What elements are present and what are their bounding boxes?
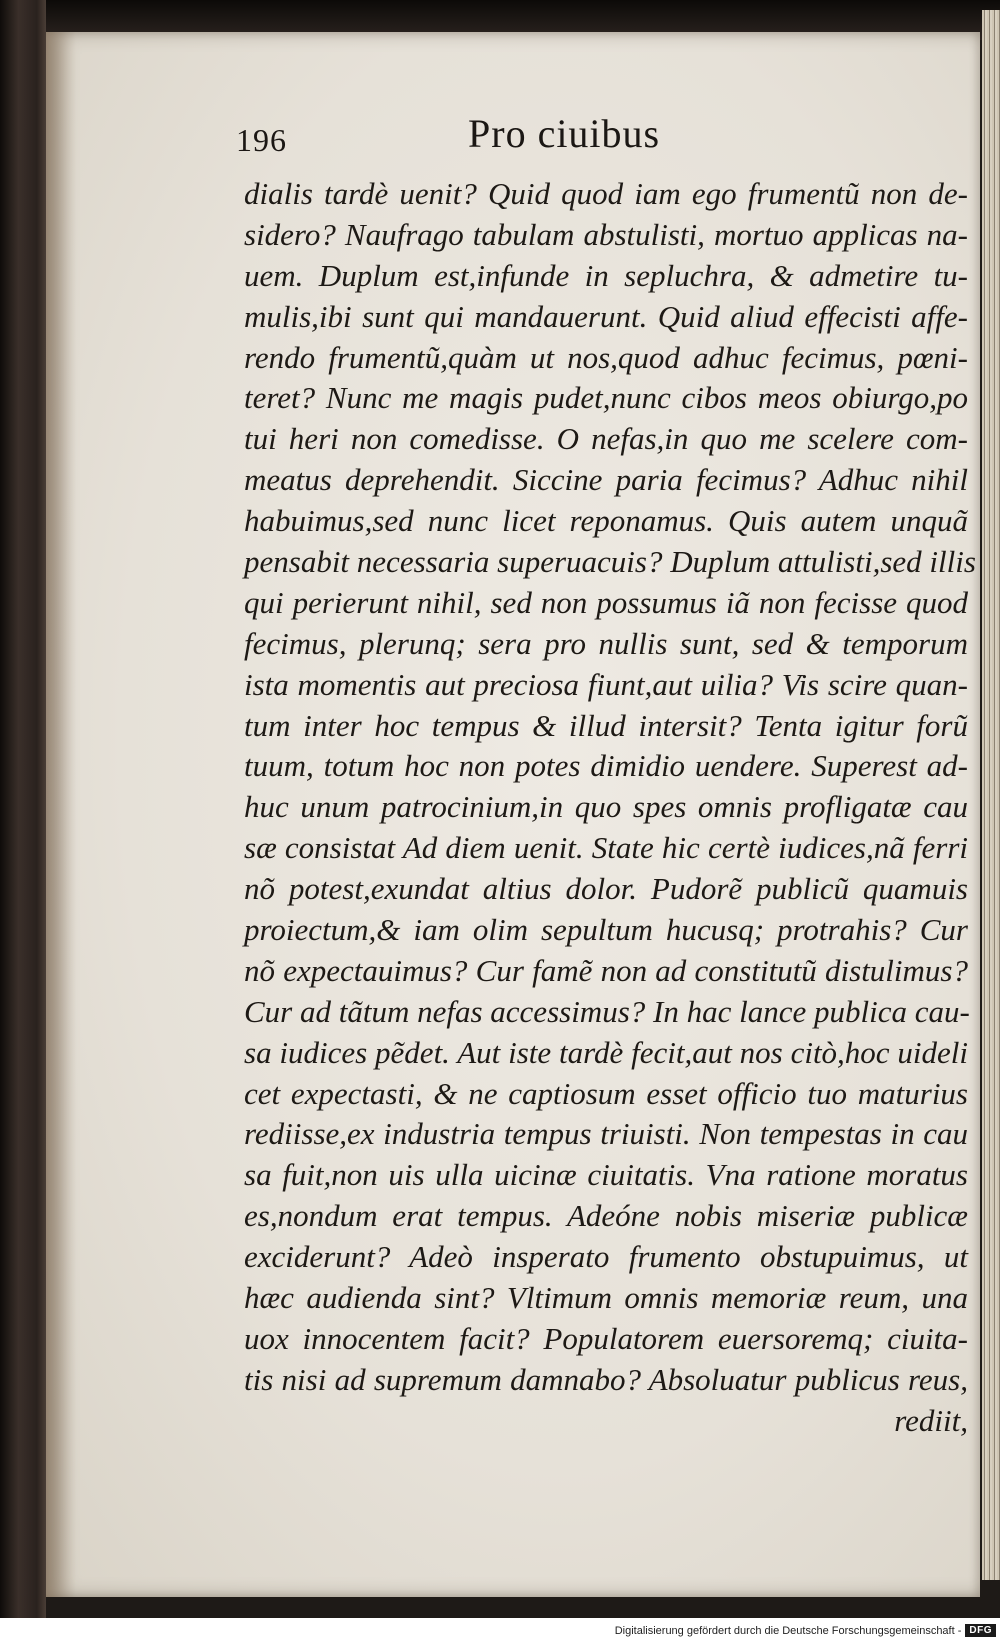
text-line: teret? Nunc me magis pudet,nunc cibos meos obiurgo,po (244, 380, 968, 416)
page-header (236, 102, 796, 162)
text-line: qui perierunt nihil, sed non possumus iã non fecisse quod (244, 584, 968, 620)
text-line: uox innocentem facit? Populatorem euersoremq; ciuita- (244, 1320, 968, 1356)
text-line: mulis,ibi sunt qui mandauerunt. Quid aliud effecisti affe- (244, 298, 968, 334)
text-line: sa fuit,non uis ulla uicinæ ciuitatis. Vna ratione moratus (244, 1157, 968, 1193)
text-line: fecimus, plerunq; sera pro nullis sunt, sed & temporum (244, 625, 968, 661)
text-line: rendo frumentũ,quàm ut nos,quod adhuc fecimus, pœni- (244, 339, 968, 375)
text-line: sæ consistat Ad diem uenit. State hic certè iudices,nã ferri (244, 830, 968, 866)
text-line: ista momentis aut preciosa fiunt,aut uilia? Vis scire quan- (244, 666, 968, 702)
binding-left-edge (0, 0, 46, 1618)
text-line: es,nondum erat tempus. Adeóne nobis miseriæ publicæ (244, 1198, 968, 1234)
text-line: huc unum patrocinium,in quo spes omnis profligatæ cau (244, 789, 968, 825)
running-head: Pro ciuibus (468, 111, 661, 156)
text-line: hæc audienda sint? Vltimum omnis memoriæ reum, una (244, 1280, 968, 1316)
catchword: rediit, (894, 1402, 968, 1438)
text-line: rediisse,ex industria tempus triuisti. Non tempestas in cau (244, 1116, 968, 1152)
text-line: tum inter hoc tempus & illud intersit? Tenta igitur forũ (244, 707, 968, 743)
credit-text: Digitalisierung gefördert durch die Deutsche Forschungsgemeinschaft - (614, 1624, 962, 1637)
dfg-logo: DFG (965, 1624, 996, 1637)
body-text (244, 174, 976, 1442)
text-line: uem. Duplum est,infunde in sepluchra, & admetire tu- (244, 257, 968, 293)
text-line: nõ potest,exundat altius dolor. Pudorẽ publicũ quamuis (244, 871, 968, 907)
text-line: tis nisi ad supremum damnabo? Absoluatur publicus reus, (244, 1361, 968, 1397)
page-edges (982, 10, 1000, 1580)
page-number: 196 (236, 122, 287, 158)
text-line: pensabit necessaria superuacuis? Duplum attulisti,sed illis (244, 544, 976, 580)
text-line: dialis tardè uenit? Quid quod iam ego frumentũ non de- (244, 176, 968, 211)
book-page (46, 32, 980, 1597)
text-line: meatus deprehendit. Siccine paria fecimus? Adhuc nihil (244, 462, 968, 498)
text-line: tui heri non comedisse. O nefas,in quo me scelere com- (244, 421, 968, 457)
text-line: habuimus,sed nunc licet reponamus. Quis autem unquã (244, 503, 968, 539)
text-line: proiectum,& iam olim sepultum hucusq; protrahis? Cur (244, 912, 968, 948)
text-line: nõ expectauimus? Cur famẽ non ad constitutũ distulimus? (244, 952, 968, 988)
text-line: exciderunt? Adeò insperato frumento obstupuimus, ut (244, 1239, 968, 1275)
text-line: Cur ad tãtum nefas accessimus? In hac lance publica cau- (244, 993, 970, 1029)
digitization-credit (615, 1624, 996, 1637)
text-line: tuum, totum hoc non potes dimidio uendere. Superest ad- (244, 748, 968, 784)
text-line: cet expectasti, & ne captiosum esset officio tuo maturius (244, 1075, 968, 1111)
text-line: sidero? Naufrago tabulam abstulisti, mortuo applicas na- (244, 216, 968, 252)
gutter-shadow (46, 32, 76, 1597)
text-line: sa iudices pẽdet. Aut iste tardè fecit,aut nos citò,hoc uideli (244, 1034, 968, 1070)
